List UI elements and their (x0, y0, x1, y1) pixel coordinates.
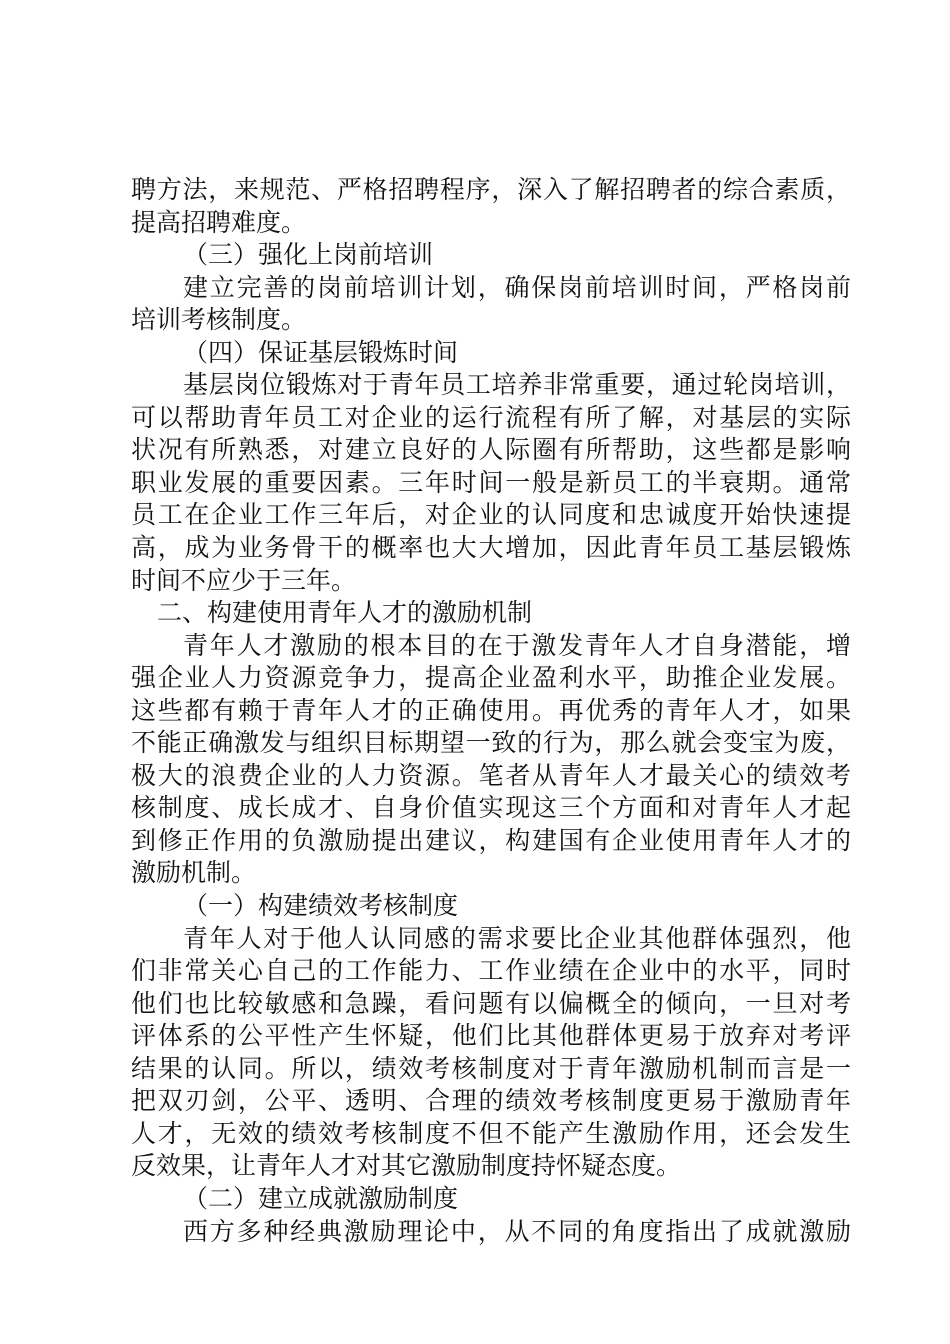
paragraph-line: 把双刃剑，公平、透明、合理的绩效考核制度更易于激励青年 (131, 1086, 851, 1116)
paragraph-line: 这些都有赖于青年人才的正确使用。再优秀的青年人才，如果 (131, 695, 851, 725)
chapter-heading: 二、构建使用青年人才的激励机制 (157, 598, 533, 628)
paragraph-line: 评体系的公平性产生怀疑，他们比其他群体更易于放弃对考评 (131, 1021, 851, 1051)
paragraph-line: 青年人对于他人认同感的需求要比企业其他群体强烈，他 (183, 923, 851, 953)
paragraph-line: 职业发展的重要因素。三年时间一般是新员工的半衰期。通常 (131, 467, 851, 497)
paragraph-line: 结果的认同。所以，绩效考核制度对于青年激励机制而言是一 (131, 1053, 851, 1083)
paragraph-line: 提高招聘难度。 (131, 207, 307, 237)
paragraph-line: 员工在企业工作三年后，对企业的认同度和忠诚度开始快速提 (131, 500, 851, 530)
paragraph-line: 时间不应少于三年。 (131, 565, 357, 595)
paragraph-line: 核制度、成长成才、自身价值实现这三个方面和对青年人才起 (131, 793, 851, 823)
paragraph-line: 们非常关心自己的工作能力、工作业绩在企业中的水平，同时 (131, 956, 851, 986)
paragraph-line: 强企业人力资源竞争力，提高企业盈利水平，助推企业发展。 (131, 663, 851, 693)
paragraph-line: 激励机制。 (131, 858, 257, 888)
paragraph-line: 不能正确激发与组织目标期望一致的行为，那么就会变宝为废， (131, 728, 851, 758)
section-heading: （一）构建绩效考核制度 (183, 891, 459, 921)
paragraph-line: 聘方法，来规范、严格招聘程序，深入了解招聘者的综合素质， (131, 175, 851, 204)
paragraph-line: 反效果，让青年人才对其它激励制度持怀疑态度。 (131, 1151, 682, 1181)
paragraph-line: 他们也比较敏感和急躁，看问题有以偏概全的倾向，一旦对考 (131, 988, 851, 1018)
paragraph-line: 可以帮助青年员工对企业的运行流程有所了解，对基层的实际 (131, 402, 851, 432)
body-text (131, 174, 851, 1248)
paragraph-line: 建立完善的岗前培训计划，确保岗前培训时间，严格岗前 (183, 272, 851, 302)
paragraph-line: 青年人才激励的根本目的在于激发青年人才自身潜能，增 (183, 630, 851, 660)
paragraph-line: 西方多种经典激励理论中，从不同的角度指出了成就激励 (183, 1216, 851, 1246)
paragraph-line: 到修正作用的负激励提出建议，构建国有企业使用青年人才的 (131, 825, 851, 855)
paragraph-line: 状况有所熟悉，对建立良好的人际圈有所帮助，这些都是影响 (131, 435, 851, 465)
paragraph-line: 人才，无效的绩效考核制度不但不能产生激励作用，还会发生 (131, 1118, 851, 1148)
paragraph-line: 极大的浪费企业的人力资源。笔者从青年人才最关心的绩效考 (131, 760, 851, 790)
paragraph-line: 高，成为业务骨干的概率也大大增加，因此青年员工基层锻炼 (131, 533, 851, 563)
paragraph-line: 基层岗位锻炼对于青年员工培养非常重要，通过轮岗培训， (183, 370, 851, 400)
paragraph-line: 培训考核制度。 (131, 305, 307, 335)
section-heading: （三）强化上岗前培训 (183, 240, 434, 270)
section-heading: （四）保证基层锻炼时间 (183, 337, 459, 367)
section-heading: （二）建立成就激励制度 (183, 1183, 459, 1213)
